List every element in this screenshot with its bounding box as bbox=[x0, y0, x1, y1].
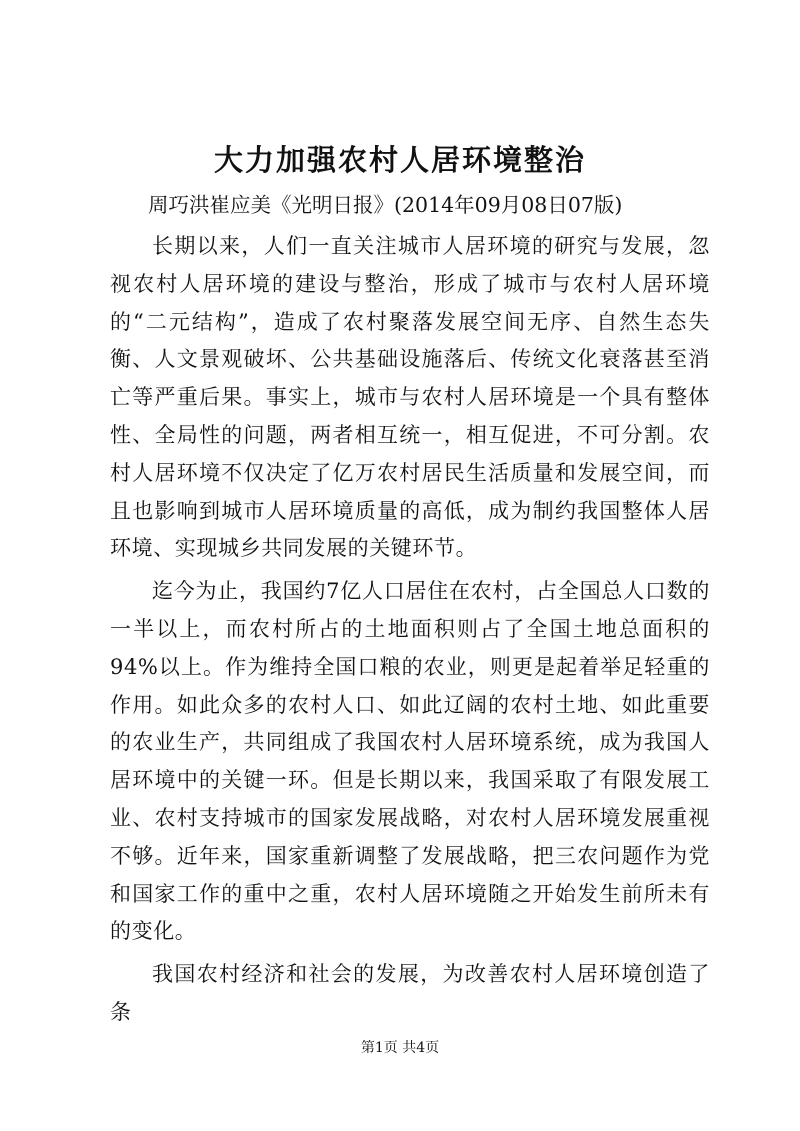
paragraph: 长期以来，人们一直关注城市人居环境的研究与发展，忽视农村人居环境的建设与整治，形成了城市与农村人居环境的“二元结构”，造成了农村聚落发展空间无序、自然生态失衡、人文景观破坏、公共基础设施落后、传统文化衰落甚至消亡等严重后果。事实上，城市与农村人居环境是一个具有整体性、全局性的问题，两者相互统一，相互促进，不可分割。农村人居环境不仅决定了亿万农村居民生活质量和发展空间，而且也影响到城市人居环境质量的高低，成为制约我国整体人居环境、实现城乡共同发展的关键环节。 bbox=[110, 234, 710, 561]
document-title: 大力加强农村人居环境整治 bbox=[213, 143, 586, 177]
paragraph: 迄今为止，我国约7亿人口居住在农村，占全国总人口数的一半以上，而农村所占的土地面积则占了全国土地总面积的94%以上。作为维持全国口粮的农业，则更是起着举足轻重的作用。如此众多的农村人口、如此辽阔的农村土地、如此重要的农业生产，共同组成了我国农村人居环境系统，成为我国人居环境中的关键一环。但是长期以来，我国采取了有限发展工业、农村支持城市的国家发展战略，对农村人居环境发展重视不够。近年来，国家重新调整了发展战略，把三农问题作为党和国家工作的重中之重，农村人居环境随之开始发生前所未有的变化。 bbox=[110, 579, 710, 944]
document-body bbox=[110, 228, 710, 1037]
document-byline: 周巧洪崔应美《光明日报》(2014年09月08日07版) bbox=[148, 193, 623, 217]
paragraph: 我国农村经济和社会的发展，为改善农村人居环境创造了条 bbox=[110, 962, 710, 1024]
page-number-footer: 第1页 共4页 bbox=[360, 1040, 440, 1056]
